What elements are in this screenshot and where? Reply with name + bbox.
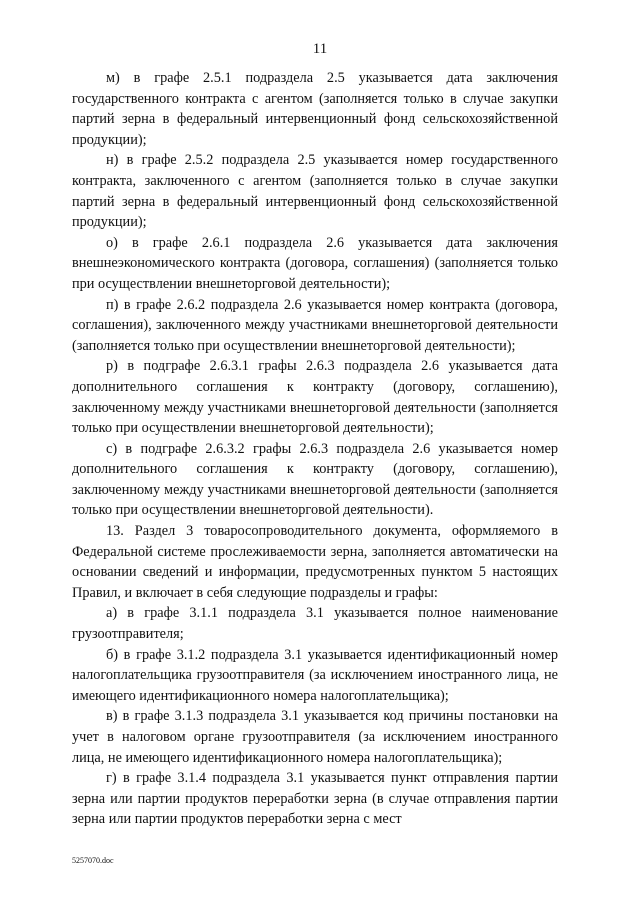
paragraph-13: 13. Раздел 3 товаросопроводительного документа, оформляемого в Федеральной системе прослеживаемости зерна, заполняется автоматически на основании сведений и информации, предусмотренных пунктом 5 настоящих Правил, и включает в себя следующие подразделы и графы:	[72, 523, 558, 601]
paragraph-r: р) в подграфе 2.6.3.1 графы 2.6.3 подраздела 2.6 указывается дата дополнительного соглашения к контракту (договору, соглашению), заключенному между участниками внешнеторговой деятельности (заполняется только при осуществлении внешнеторговой деятельности);	[72, 358, 558, 437]
paragraph-m: м) в графе 2.5.1 подраздела 2.5 указывается дата заключения государственного контракта с агентом (заполняется только в случае закупки партий зерна в федеральный интервенционный фонд сельскохозяйственной продукции);	[72, 70, 558, 148]
paragraph-a: а) в графе 3.1.1 подраздела 3.1 указывается полное наименование грузоотправителя;	[72, 605, 558, 643]
page-number: 11	[312, 41, 328, 57]
document-body	[72, 68, 558, 830]
paragraph-b: б) в графе 3.1.2 подраздела 3.1 указывается идентификационный номер налогоплательщика грузоотправителя (за исключением иностранного лица, не имеющего идентификационного номера налогоплательщика);	[72, 646, 558, 704]
paragraph-p: п) в графе 2.6.2 подраздела 2.6 указывается номер контракта (договора, соглашения), заключенного между участниками внешнеторговой деятельности (заполняется только при осуществлении внешнеторговой деятельности);	[72, 296, 558, 354]
document-file-code: 5257070.doc	[72, 856, 114, 865]
paragraph-g: г) в графе 3.1.4 подраздела 3.1 указывается пункт отправления партии зерна или партии продуктов переработки зерна (в случае отправления партии зерна или партии продуктов переработки зерна с мест	[72, 770, 558, 828]
paragraph-v: в) в графе 3.1.3 подраздела 3.1 указывается код причины постановки на учет в налоговом органе грузоотправителя (за исключением иностранного лица, не имеющего идентификационного номера налогоплательщика);	[72, 708, 558, 766]
paragraph-s: с) в подграфе 2.6.3.2 графы 2.6.3 подраздела 2.6 указывается номер дополнительного соглашения к контракту (договору, соглашению), заключенному между участниками внешнеторговой деятельности (заполняется только при осуществлении внешнеторговой деятельности).	[72, 440, 558, 519]
paragraph-n: н) в графе 2.5.2 подраздела 2.5 указывается номер государственного контракта, заключенного с агентом (заполняется только в случае закупки партий зерна в федеральный интервенционный фонд сельскохозяйственной продукции);	[72, 152, 558, 231]
paragraph-o: о) в графе 2.6.1 подраздела 2.6 указывается дата заключения внешнеэкономического контракта (договора, соглашения) (заполняется только при осуществлении внешнеторговой деятельности);	[72, 234, 558, 292]
